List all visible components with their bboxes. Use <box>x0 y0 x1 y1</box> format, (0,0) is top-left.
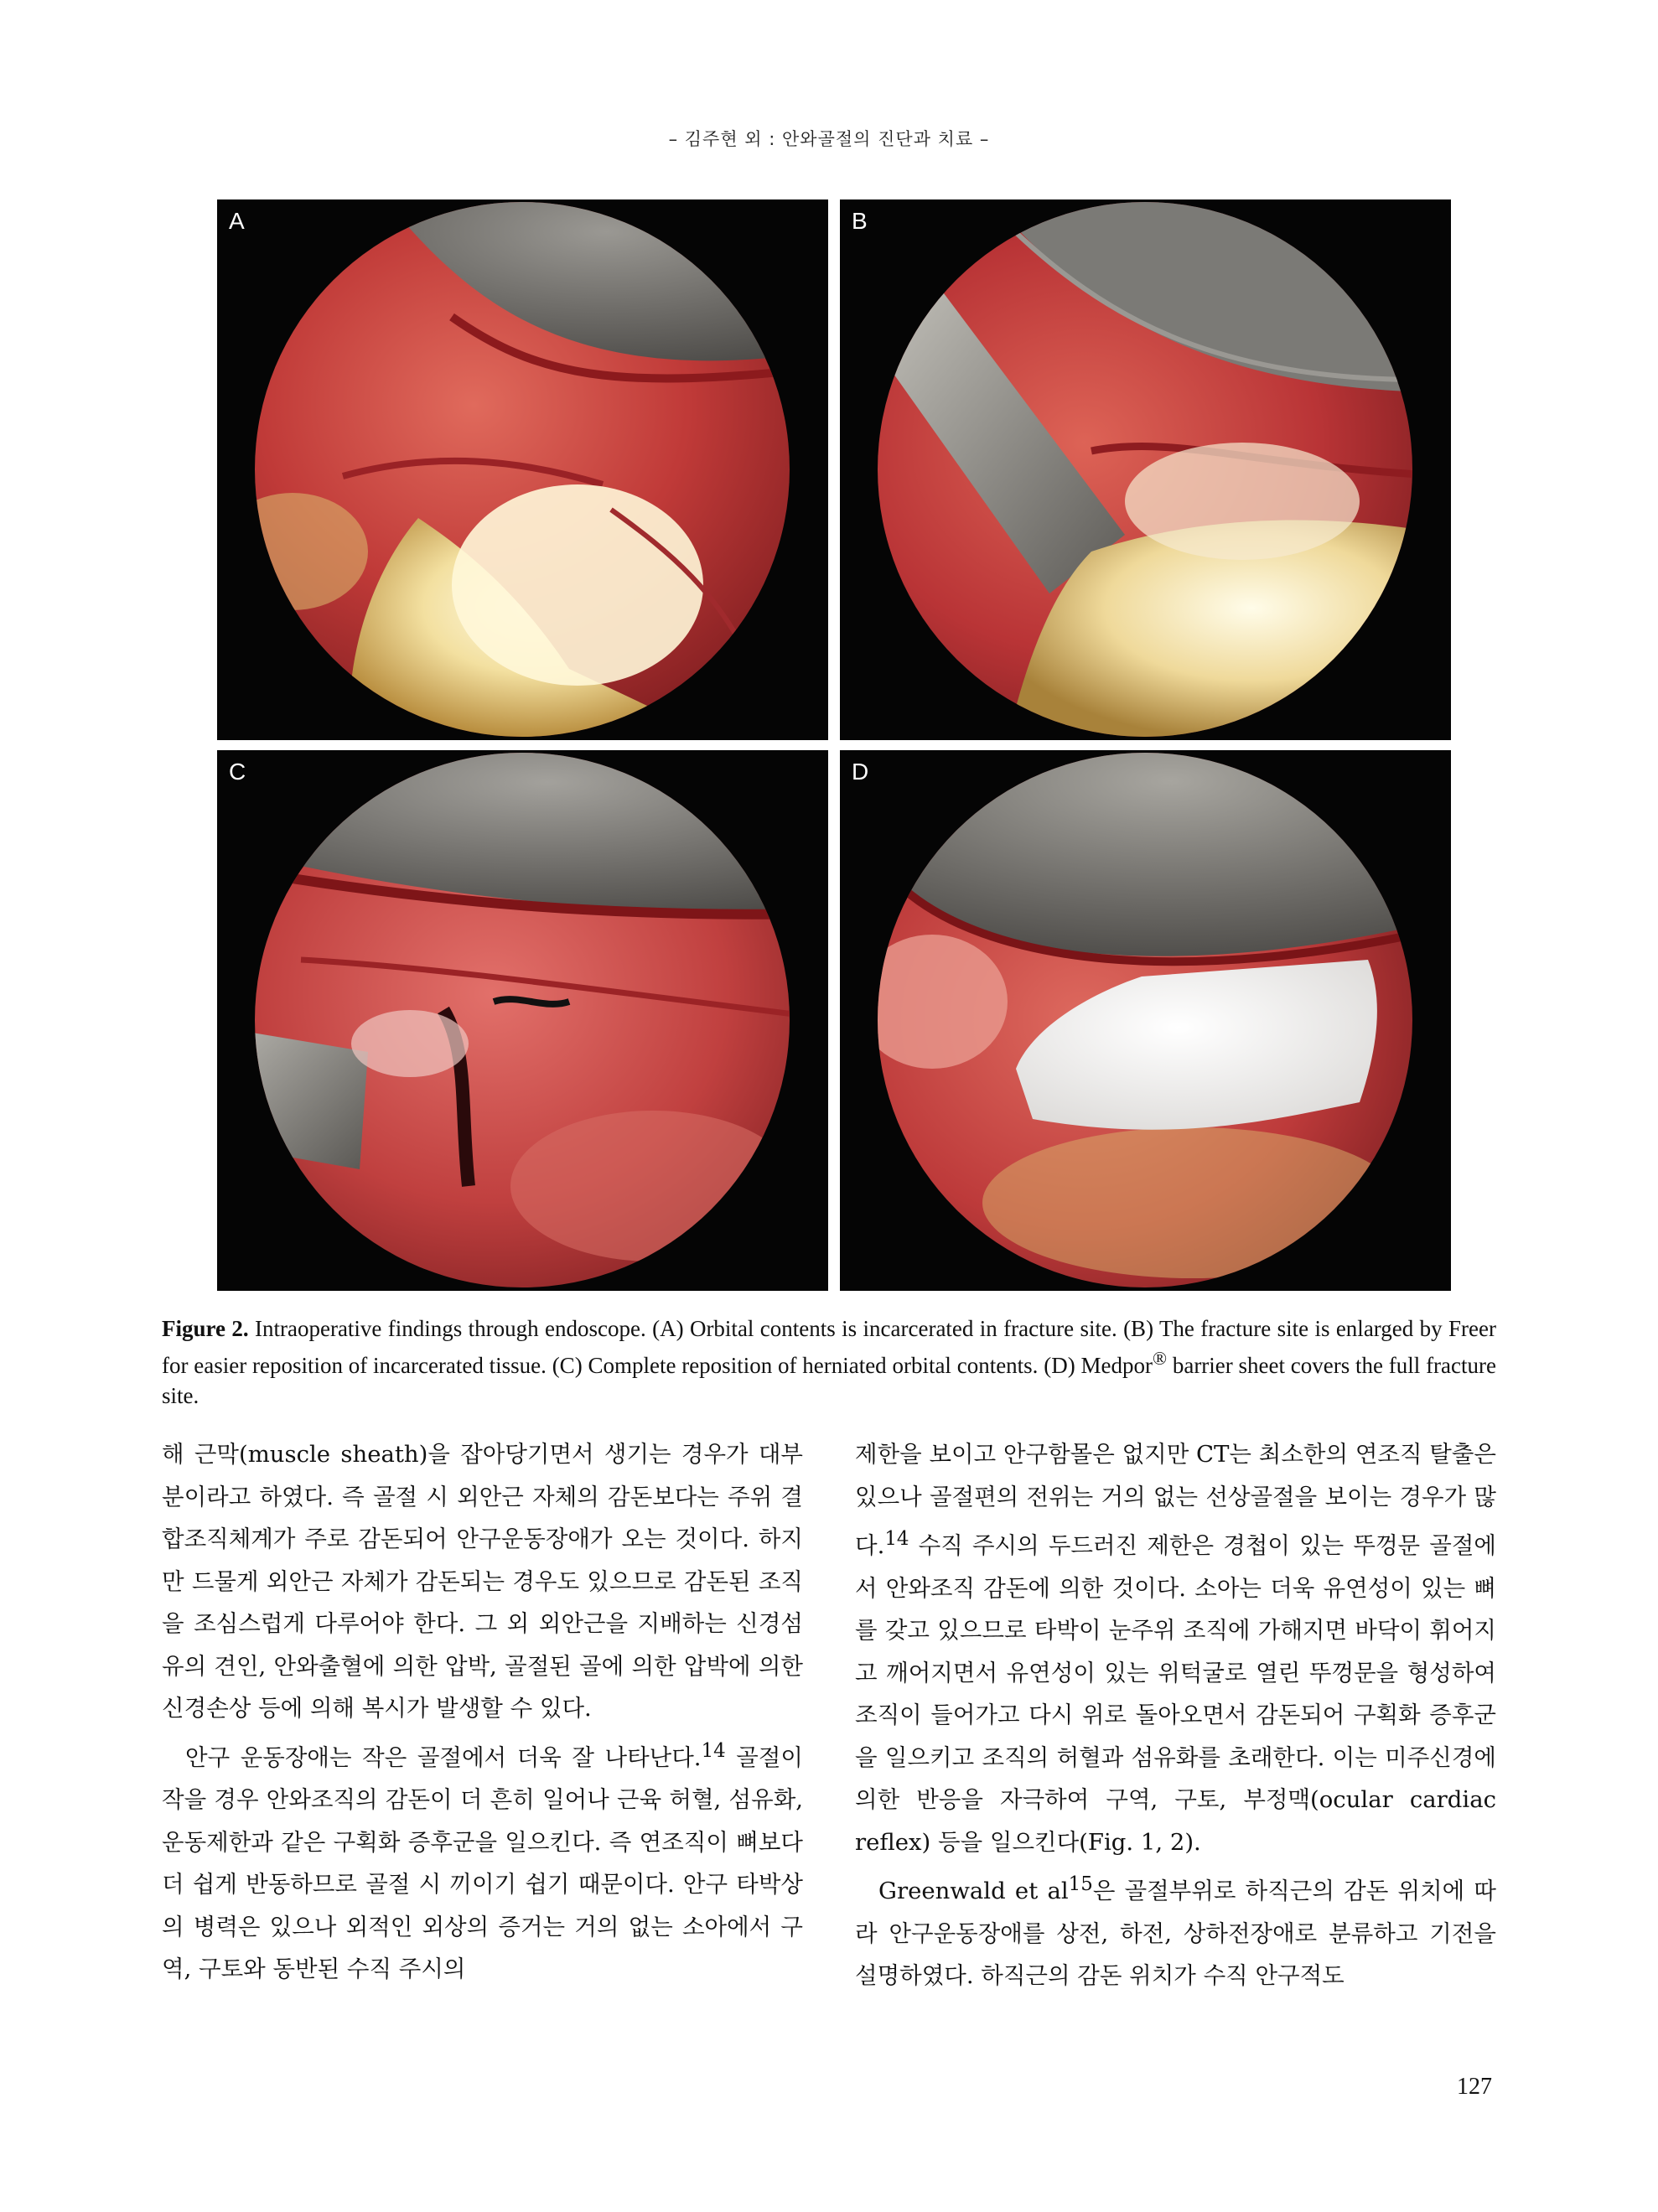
body-text: Greenwald et al <box>878 1878 1069 1905</box>
body-paragraph <box>162 1730 803 1991</box>
body-text: 수직 주시의 두드러진 제한은 경첩이 있는 뚜껑문 골절에서 안와조직 감돈에 의한 것이다. 소아는 더욱 유연성이 있는 뼈를 갖고 있으므로 타박이 눈주위 조직에 가해지면 바닥이 휘어지고 깨어지면서 유연성이 있는 위턱굴로 열린 뚜껑문을 형성하여 조직이 들어가고 다시 위로 돌아오면서 감돈되어 구획화 증후군을 일으키고 조직의 허혈과 섬유화를 초래한다. 이는 미주신경에 의한 반응을 자극하여 구역, 구토, 부정맥(ocular cardiac reflex) 등을 일으킨다(Fig. 1, 2). <box>855 1532 1496 1856</box>
body-text: 안구 운동장애는 작은 골절에서 더욱 잘 나타난다. <box>185 1743 702 1771</box>
body-paragraph <box>855 1433 1496 1863</box>
body-column-left <box>162 1433 803 1991</box>
page-number: 127 <box>1457 2074 1492 2100</box>
reference-superscript: 14 <box>701 1739 726 1762</box>
panel-label-c: C <box>229 759 246 785</box>
endoscope-view-a <box>217 199 828 740</box>
figure-caption-text: Intraoperative findings through endoscope. (A) Orbital contents is incarcerated in fracture site. (B) The fracture site is enlarged by Freer for easier reposition of incarcerated tissue. (C) Complete reposition of herniated orbital contents. (D) Medpor <box>162 1316 1496 1378</box>
reference-superscript: 15 <box>1068 1873 1093 1896</box>
body-text: 제한을 보이고 안구함몰은 없지만 CT는 최소한의 연조직 탈출은 있으나 골절편의 전위는 거의 없는 선상골절을 보이는 경우가 많다. <box>855 1441 1496 1560</box>
body-paragraph <box>855 1863 1496 1997</box>
endoscope-view-c <box>217 750 828 1291</box>
panel-label-d: D <box>852 759 869 785</box>
endoscopy-figure <box>217 199 1451 1291</box>
panel-label-b: B <box>852 208 868 234</box>
body-column-right <box>855 1433 1496 1997</box>
figure-panel-a <box>217 199 828 740</box>
figure-panel-c <box>217 750 828 1291</box>
body-paragraph: 해 근막(muscle sheath)을 잡아당기면서 생기는 경우가 대부분이라고 하였다. 즉 골절 시 외안근 자체의 감돈보다는 주위 결합조직체계가 주로 감돈되어 안구운동장애가 오는 것이다. 하지만 드물게 외안근 자체가 감돈되는 경우도 있으므로 감돈된 조직을 조심스럽게 다루어야 한다. 그 외 외안근을 지배하는 신경섬유의 견인, 안와출혈에 의한 압박, 골절된 골에 의한 압박에 의한 신경손상 등에 의해 복시가 발생할 수 있다. <box>162 1441 803 1722</box>
registered-mark: ® <box>1152 1348 1168 1369</box>
endoscope-view-d <box>840 750 1451 1291</box>
running-head: – 김주현 외 : 안와골절의 진단과 치료 – <box>668 129 990 149</box>
figure-panel-d <box>840 750 1451 1291</box>
endoscope-view-b <box>840 199 1451 740</box>
figure-caption-text-end: barrier sheet covers the full fracture site. <box>162 1353 1496 1408</box>
reference-superscript: 14 <box>884 1528 909 1550</box>
panel-label-a: A <box>229 208 245 234</box>
body-text: 골절이 작을 경우 안와조직의 감돈이 더 흔히 일어나 근육 허혈, 섬유화, 운동제한과 같은 구획화 증후군을 일으킨다. 즉 연조직이 뼈보다 더 쉽게 반동하므로 골절 시 끼이기 쉽기 때문이다. 안구 타박상의 병력은 있으나 외적인 외상의 증거는 거의 없는 소아에서 구역, 구토와 동반된 수직 주시의 <box>162 1743 803 1983</box>
figure-caption-label: Figure 2. <box>162 1316 249 1341</box>
figure-panel-b <box>840 199 1451 740</box>
figure-caption <box>162 1313 1496 1411</box>
body-text: 은 골절부위로 하직근의 감돈 위치에 따라 안구운동장애를 상전, 하전, 상하전장애로 분류하고 기전을 설명하였다. 하직근의 감돈 위치가 수직 안구적도 <box>855 1878 1496 1990</box>
